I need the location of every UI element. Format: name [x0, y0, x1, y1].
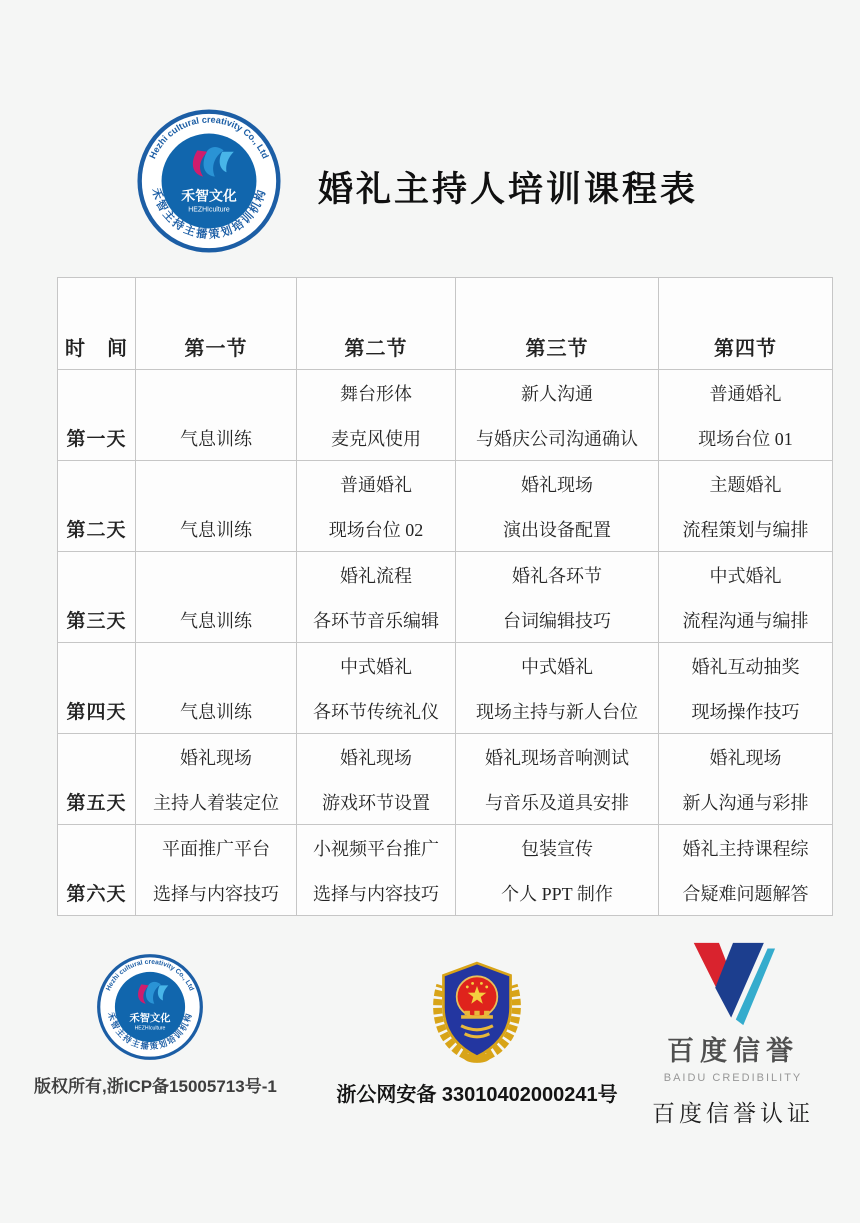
session-cell: 中式婚礼 现场主持与新人台位 [456, 643, 659, 734]
session-cell: 中式婚礼 各环节传统礼仪 [297, 643, 456, 734]
page-title: 婚礼主持人培训课程表 [318, 170, 699, 209]
session-cell: 小视频平台推广 选择与内容技巧 [297, 825, 456, 916]
table-row-day6 [58, 825, 833, 916]
session-cell: 气息训练 [136, 461, 297, 552]
police-badge-icon [424, 948, 530, 1070]
baidu-name-en-text: BAIDU CREDIBILITY [663, 1072, 803, 1084]
day-cell: 第一天 [58, 370, 136, 461]
session-cell: 普通婚礼 现场台位 01 [659, 370, 833, 461]
column-header-session-4: 第四节 [659, 278, 833, 370]
session-cell: 婚礼现场 主持人着装定位 [136, 734, 297, 825]
session-cell: 包装宣传 个人 PPT 制作 [456, 825, 659, 916]
table-row-day3 [58, 552, 833, 643]
session-cell: 婚礼各环节 台词编辑技巧 [456, 552, 659, 643]
session-cell: 主题婚礼 流程策划与编排 [659, 461, 833, 552]
session-cell: 中式婚礼 流程沟通与编排 [659, 552, 833, 643]
session-cell: 气息训练 [136, 370, 297, 461]
baidu-name-text: 百度信誉 [667, 1036, 799, 1066]
session-cell: 婚礼现场 游戏环节设置 [297, 734, 456, 825]
header-row [58, 278, 833, 370]
hezhi-logo [136, 108, 282, 254]
session-cell: 普通婚礼 现场台位 02 [297, 461, 456, 552]
column-header-session-2: 第二节 [297, 278, 456, 370]
copyright-text: 版权所有,浙ICP备15005713号-1 [34, 1077, 277, 1096]
session-cell: 新人沟通 与婚庆公司沟通确认 [456, 370, 659, 461]
day-cell: 第五天 [58, 734, 136, 825]
day-cell: 第二天 [58, 461, 136, 552]
column-header-session-1: 第一节 [136, 278, 297, 370]
baidu-credibility-icon [677, 941, 789, 1027]
baidu-cert-text: 百度信誉认证 [652, 1100, 814, 1126]
session-cell: 婚礼互动抽奖 现场操作技巧 [659, 643, 833, 734]
course-table [57, 277, 833, 916]
hezhi-logo-small [96, 953, 204, 1061]
baidu-credibility-block [631, 941, 835, 1128]
day-cell: 第四天 [58, 643, 136, 734]
session-cell: 婚礼现场 新人沟通与彩排 [659, 734, 833, 825]
column-header-session-3: 第三节 [456, 278, 659, 370]
session-cell: 婚礼流程 各环节音乐编辑 [297, 552, 456, 643]
table-row-day5 [58, 734, 833, 825]
day-cell: 第六天 [58, 825, 136, 916]
session-cell: 平面推广平台 选择与内容技巧 [136, 825, 297, 916]
session-cell: 舞台形体 麦克风使用 [297, 370, 456, 461]
session-cell: 气息训练 [136, 552, 297, 643]
session-cell: 婚礼现场音响测试 与音乐及道具安排 [456, 734, 659, 825]
day-cell: 第三天 [58, 552, 136, 643]
session-cell: 气息训练 [136, 643, 297, 734]
police-record-text: 浙公网安备 33010402000241号 [336, 1084, 618, 1106]
table-row-day1 [58, 370, 833, 461]
session-cell: 婚礼现场 演出设备配置 [456, 461, 659, 552]
session-cell: 婚礼主持课程综 合疑难问题解答 [659, 825, 833, 916]
column-header-time: 时 间 [58, 278, 136, 370]
table-row-day4 [58, 643, 833, 734]
table-row-day2 [58, 461, 833, 552]
